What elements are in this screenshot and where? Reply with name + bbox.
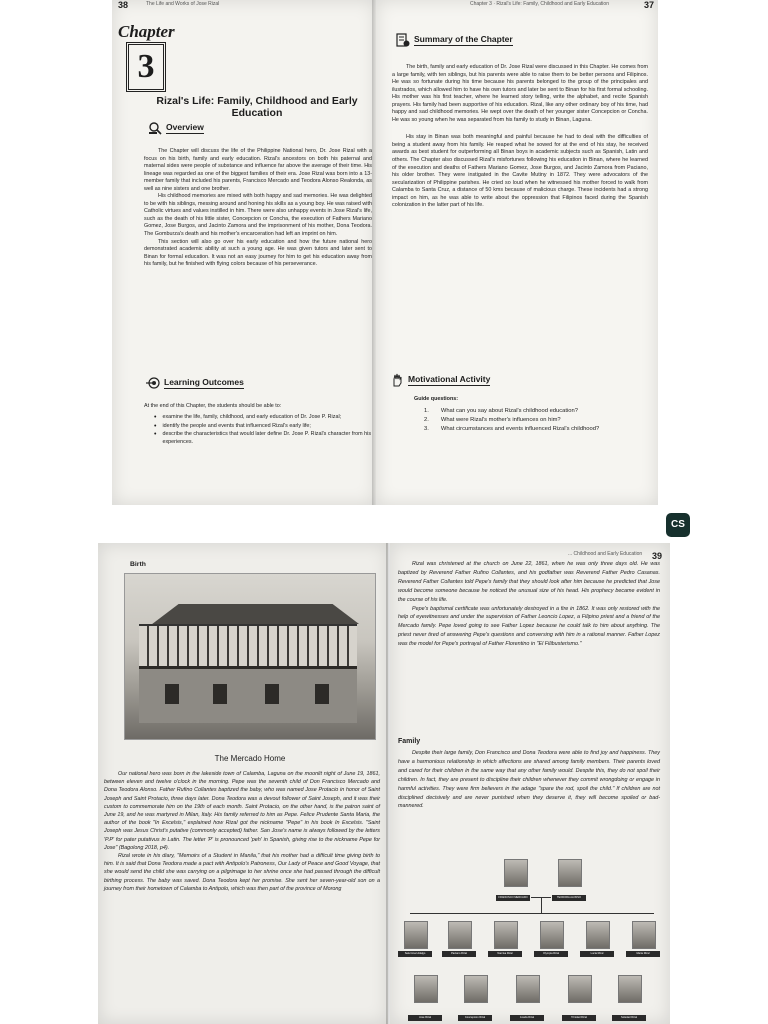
family-text — [398, 749, 660, 811]
sibling-label: Olympia Rizal — [534, 951, 568, 957]
parent-photo — [558, 859, 582, 887]
list-item: 1. What can you say about Rizal's childhood education? — [424, 408, 578, 414]
running-head: ... Childhood and Early Education — [568, 551, 643, 557]
sibling-photo — [448, 921, 472, 949]
guide-label: Guide questions: — [414, 396, 459, 402]
magnifier-icon — [148, 121, 162, 135]
parent-photo — [504, 859, 528, 887]
tree-connector — [541, 897, 542, 913]
parent-label: FRANCISCO MERCADO — [496, 895, 530, 901]
window-shape — [265, 684, 279, 704]
sibling-photo — [404, 921, 428, 949]
hand-icon — [390, 373, 404, 387]
page-number: 38 — [118, 0, 129, 10]
overview-text — [144, 148, 372, 269]
sibling-label: Concepcion Rizal — [458, 1015, 492, 1021]
birth-text — [104, 770, 380, 893]
photo-caption: The Mercado Home — [214, 754, 286, 763]
parent-label: TEODORA ALONSO — [552, 895, 586, 901]
target-icon — [146, 376, 160, 390]
chapter-number: 3 — [126, 42, 166, 92]
page-number: 39 — [652, 551, 663, 561]
sibling-photo — [464, 975, 488, 1003]
sibling-photo — [494, 921, 518, 949]
running-head: Chapter 3 · Rizal's Life: Family, Childhood and Early Education — [470, 1, 609, 7]
window-shape — [213, 684, 227, 704]
sibling-label: Narcisa Rizal — [488, 951, 522, 957]
birth-paragraph: Our national hero was born in the lakeside town of Calamba, Laguna on the moonlit night of June 19, 1861, between eleven and twelve o'clock in the morning. Pepe was the seventh child of Don Francisco Mercado and Dona Teodora Alonso. Father Rufino Collantes baptized the baby, who was named Jose Protacio in honor of Saint Joseph and Saint Protacio, three days later. Dona Teodora was a devout follower of Saint Joseph, and it was their custom to commemorate him on the 19th of each month. Saint Protacio, on the other hand, is the patron saint of June 19, and he was martyred in Milan, Italy. His family referred to him as Pepe. Felice Prudente Santa Maria, the author of the book "In Excelsis," explained how Rizal got the nickname "Pepe" in his book In Excelsis. "Saint Joseph was Jesus Christ's putative (commonly accepted) father. San Jose's name is always followed by the letters 'P.P' for pater putativus in Latin. The letter 'P' is pronounced 'peh' in Spanish, giving rise to the nickname Pepe for Jose" (Bagolong 2018, p4). — [104, 771, 380, 851]
list-item: 3. What circumstances and events influenced Rizal's childhood? — [424, 426, 600, 433]
checklist-icon — [396, 33, 410, 47]
overview-heading: Overview — [166, 122, 204, 132]
sibling-label: Jose Rizal — [408, 1015, 442, 1021]
birth-paragraph: Rizal wrote in his diary, "Memoirs of a Student in Manila," that his mother had a difficult time giving birth to him. It is said that Dona Teodora made a pact with Antipolo's Patroness, Our Lady of Peace and Good Voyage, that she would send the child she was carrying on a pilgrimage to her shrine once she had passed through the difficult birthing process. The baby was saved. Dona Teodora kept her promise. She sent her seven-year-old son on a journey from their hometown of Calamba to Antipolo, which was then part of the province of Morong — [104, 853, 380, 892]
activity-header — [390, 373, 490, 387]
sibling-photo — [632, 921, 656, 949]
roof-shape — [139, 604, 359, 624]
sibling-label: Josefa Rizal — [510, 1015, 544, 1021]
sibling-photo — [586, 921, 610, 949]
baptism-paragraph: Pepe's baptismal certificate was unfortunately destroyed in a fire in 1862. It was only restored with the help of eyewitnesses and under the supervision of Father Leoncio Lopez, a Filipino priest and a friend of the Mercado family. Pepe loved going to see Father Lopez because he could talk to him about anything. The priest never tired of answering Pepe's questions and conversing with him in a rational manner. Father Lopez was the model for Pepe's portrayal of Father Florentino in "El Filibusterismo." — [398, 605, 660, 648]
overview-paragraph: His childhood memories are mixed with both happy and sad memories. He was delighted to be with his siblings, messing around and honing his skills as a young boy. He was raised with Catholic virtues and values instilled in him. There were also unhappy events in Jose Rizal's life, such as the death of his little sister, Concepcion or Concha, the execution of Fathers Mariano Gomez, Jose Burgos, and Jacinto Zamora and the imprisonment of his mother, Dona Teodora. The Gomburza's death and his mother's encarceration had left an imprint on him. — [144, 193, 372, 238]
sibling-label: Soledad Rizal — [612, 1015, 646, 1021]
summary-paragraph: The birth, family and early education of Dr. Jose Rizal were discussed in this Chapter. He comes from a large family, with ten siblings, but his parents were able to raise them to be better persons and Filipinos. He was so fortunate during his time because his parents belonged to the group of the principales and ilustrados, which allowed him to have his own tutors and later be sent to Binan for his first formal schooling. His mother was his first teacher, where he learned story telling, write the alphabet, and recite Spanish prayers. His family had been supportive of his education. Rizal, like any other ordinary boy of his time, had happy and sad childhood memories. He wept over the death of her younger sister Concepcion or Concha. He was so young when he was separated from his family to study in Binan, Laguna. — [392, 64, 648, 123]
upper-floor-shape — [139, 624, 357, 668]
family-heading: Family — [398, 738, 421, 745]
overview-header — [148, 121, 204, 135]
mercado-home-photo — [124, 573, 376, 740]
sibling-photo — [618, 975, 642, 1003]
sibling-label: Lucia Rizal — [580, 951, 614, 957]
window-shape — [315, 684, 329, 704]
summary-header — [396, 33, 513, 47]
overview-paragraph: This section will also go over his early education and how the future national hero demonstrated academic ability at such a young age. He was given tutors and later sent to Binan for formal education. It was not an easy journey for him to get his education away from his family, but he finished with flying colors because of his perseverance. — [144, 238, 372, 268]
sibling-photo — [414, 975, 438, 1003]
activity-heading: Motivational Activity — [408, 374, 491, 384]
summary-paragraph: His stay in Binan was both meaningful and painful because he had to deal with the difficulties of being a student away from his family. He reaped what he sowed for at the end of his stay, he received awards as best student for outperforming all Binan boys in academic subjects such as Spanish, Latin and others. The Chapter also discussed Rizal's misfortunes following his education in Binan, where he learned of the execution and deaths of Fathers Mariano Gomez, Jose Burgos, and Jacinto Zamora from Paciano, his older brother. They were instigated in the Cavite Mutiny in 1872. They were advocators of the secularization of Philippine parishes. He cried so loud when he witnessed his mother forced to walk from Calamba to Santa Cruz, a distance of 50 kms because of malicious charge. These incidents had a strong impact on him, as he was able to write about the oppression that Filipinos faced during the Spanish colonization in the latter part of his life. — [392, 134, 648, 209]
sibling-label: Trinidad Rizal — [562, 1015, 596, 1021]
list-item: • identify the people and events that influenced Rizal's early life; — [154, 422, 311, 430]
sibling-photo — [540, 921, 564, 949]
chapter-label: Chapter — [118, 22, 175, 41]
tree-connector — [410, 913, 654, 914]
overview-paragraph: The Chapter will discuss the life of the Philippine National hero, Dr. Jose Rizal with a focus on his birth, family and early education. Rizal's ancestors on both his paternal and maternal sides were people of substance and influence far above the average of their time. His lineage was regarded as one of the biggest families of their era. Jose Rizal was born into a 13-member family that included his parents, Francisco Mercado and Teodora Alonso Realonda, as well as nine sisters and one brother. — [144, 148, 372, 192]
birth-label: Birth — [130, 561, 146, 568]
sibling-label: Saturnina Hidalgo — [398, 951, 432, 957]
outcomes-list — [154, 414, 372, 447]
family-paragraph: Despite their large family, Don Francisco and Dona Teodora were able to find joy and happiness. They have a harmonious relationship in which affections are shared among family members. Their parents loved and cared for their children in the same way that any other family would. Despite this, they do not spoil their children. In fact, they are present to discipline their children whenever they commit wrongdoing or engage in harmful activities. They were firm believers in the adage "spare the rod, spoil the child." If children are not disciplined decisively and are never punished when they deserve it, they will become spoiled or bad-mannered. — [398, 750, 660, 810]
summary-text — [392, 64, 648, 210]
sibling-label: Maria Rizal — [626, 951, 660, 957]
sibling-photo — [516, 975, 540, 1003]
summary-heading: Summary of the Chapter — [414, 34, 513, 44]
baptism-text — [398, 560, 660, 649]
sibling-photo — [568, 975, 592, 1003]
outcomes-heading: Learning Outcomes — [164, 377, 244, 387]
baptism-paragraph: Rizal was christened at the church on June 22, 1861, when he was only three days old. He was baptized by Reverend Father Rufino Collantes, and his godfather was Reverend Father Pedro Casanas. Reverend Father Collantes told Pepe's family that they should look after him because he predicted that Jose would become someone because he noticed the unusual size of his head. His prophecy became evident in the course of his life. — [398, 561, 660, 603]
camscanner-badge: CS — [666, 513, 690, 537]
outcomes-header — [146, 376, 244, 390]
running-head: The Life and Works of Jose Rizal — [146, 1, 220, 7]
chapter-title: Rizal's Life: Family, Childhood and Early Education — [156, 95, 358, 119]
list-item: 2. What were Rizal's mother's influences on him? — [424, 417, 561, 424]
window-shape — [165, 684, 179, 704]
page-number: 37 — [644, 0, 655, 10]
family-tree — [398, 855, 666, 1024]
question-list — [424, 407, 654, 435]
list-item: • describe the characteristics that would later define Dr. Jose P. Rizal's character from his experiences. — [154, 431, 372, 445]
outcomes-intro: At the end of this Chapter, the students should be able to: — [144, 403, 282, 409]
sibling-label: Paciano Rizal — [442, 951, 476, 957]
list-item: • examine the life, family, childhood, and early education of Dr. Jose P. Rizal; — [154, 414, 342, 421]
